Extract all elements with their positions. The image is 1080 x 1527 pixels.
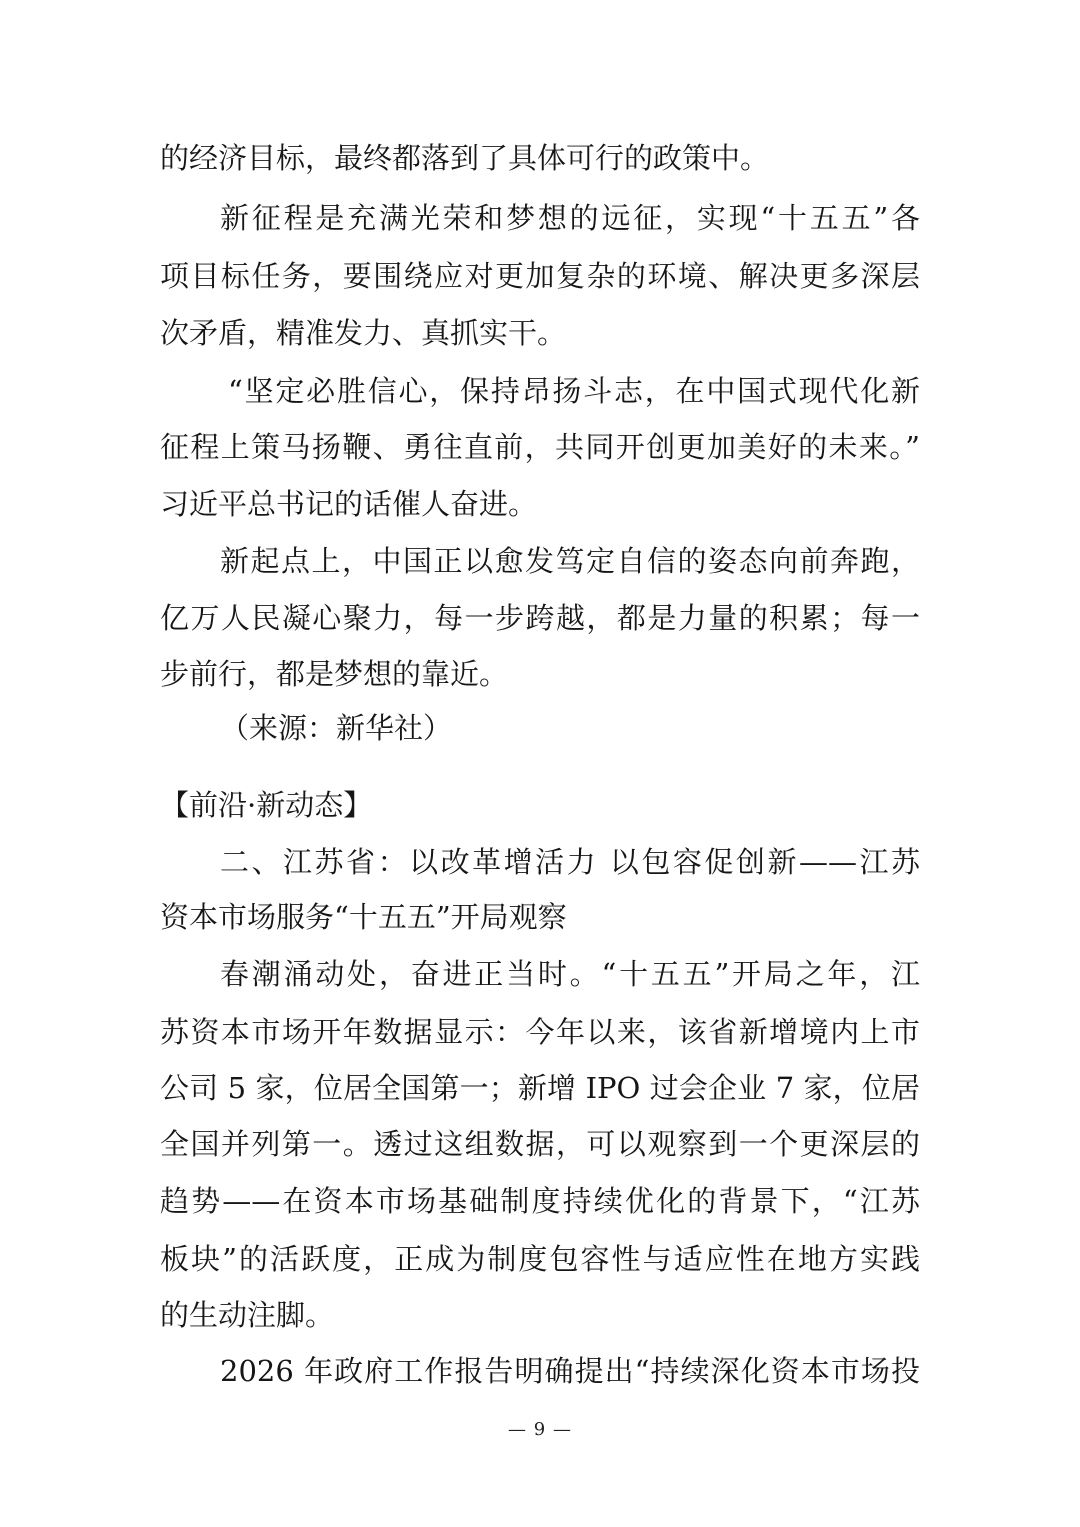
paragraph-line: 趋势——在资本市场基础制度持续优化的背景下，“江苏 xyxy=(160,1184,920,1218)
paragraph-line: 2026 年政府工作报告明确提出“持续深化资本市场投 xyxy=(220,1354,920,1388)
section-heading: 资本市场服务“十五五”开局观察 xyxy=(160,900,567,934)
source-note: （来源：新华社） xyxy=(220,711,453,745)
section-tag: 【前沿·新动态】 xyxy=(160,788,373,822)
paragraph-line: 次矛盾，精准发力、真抓实干。 xyxy=(160,316,567,350)
paragraph-line: 新征程是充满光荣和梦想的远征，实现“十五五”各 xyxy=(220,201,920,235)
paragraph-line: 新起点上，中国正以愈发笃定自信的姿态向前奔跑， xyxy=(220,544,920,578)
paragraph-line: 苏资本市场开年数据显示：今年以来，该省新增境内上市 xyxy=(160,1015,920,1049)
paragraph-line: 征程上策马扬鞭、勇往直前，共同开创更加美好的未来。” xyxy=(160,430,920,464)
paragraph-line: 板块”的活跃度，正成为制度包容性与适应性在地方实践 xyxy=(160,1242,920,1276)
paragraph-line: 公司 5 家，位居全国第一；新增 IPO 过会企业 7 家，位居 xyxy=(160,1071,920,1105)
paragraph-line: 的经济目标，最终都落到了具体可行的政策中。 xyxy=(160,141,770,175)
paragraph-line: “坚定必胜信心，保持昂扬斗志，在中国式现代化新 xyxy=(228,374,920,408)
paragraph-line: 习近平总书记的话催人奋进。 xyxy=(160,487,538,521)
page-number: — 9 — xyxy=(508,1419,572,1440)
paragraph-line: 项目标任务，要围绕应对更加复杂的环境、解决更多深层 xyxy=(160,259,920,293)
paragraph-line: 步前行，都是梦想的靠近。 xyxy=(160,657,509,691)
section-heading: 二、江苏省：以改革增活力 以包容促创新——江苏 xyxy=(220,845,920,879)
paragraph-line: 亿万人民凝心聚力，每一步跨越，都是力量的积累；每一 xyxy=(160,601,920,635)
paragraph-line: 全国并列第一。透过这组数据，可以观察到一个更深层的 xyxy=(160,1127,920,1161)
paragraph-line: 春潮涌动处，奋进正当时。“十五五”开局之年，江 xyxy=(220,957,920,991)
paragraph-line: 的生动注脚。 xyxy=(160,1298,335,1332)
